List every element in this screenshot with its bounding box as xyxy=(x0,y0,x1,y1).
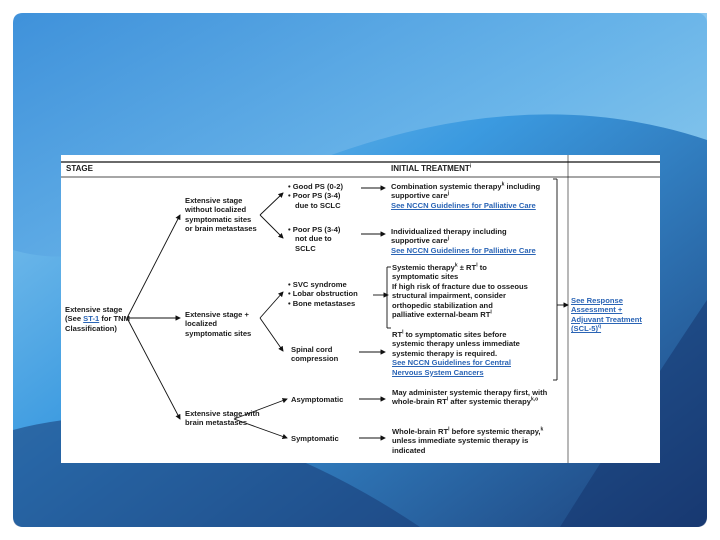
stage-header: STAGE xyxy=(66,164,93,173)
palliative-care-link-1[interactable]: See NCCN Guidelines for Palliative Care xyxy=(391,200,536,210)
nccn-flowchart-panel xyxy=(61,155,660,463)
treatment-individualized: Individualized therapy including supportive care$^j$ See NCCN Guidelines for Palliative Care xyxy=(391,227,536,255)
treatment-combination-systemic: Combination systemic therapy$^k$ including supportive care$^j$ See NCCN Guidelines for Palliative Care xyxy=(391,181,541,210)
treatment-symptomatic: Whole-brain $RT^l$ before systemic therapy,$^k$ unless immediate systemic therapy is indicated xyxy=(392,426,544,455)
root-extensive-stage: Extensive stage (See ST-1 for TNM Classification) xyxy=(65,305,130,333)
initial-treatment-header: INITIAL TREATMENT$^i$ xyxy=(391,163,472,173)
response-assessment-link[interactable]: See Response Assessment + Adjuvant Treatment $(SCL-5)^q$ xyxy=(571,296,642,334)
condition-poor-ps-not-sclc: • Poor PS (3-4) not due to SCLC xyxy=(288,225,341,253)
condition-symptomatic: Symptomatic xyxy=(291,434,339,443)
palliative-care-link-2[interactable]: See NCCN Guidelines for Palliative Care xyxy=(391,245,536,255)
treatment-spinal-rt: $RT^l$ to symptomatic sites before systemic therapy unless immediate systemic therapy is required. See NCCN Guidelines for Central Nervous System Cancers xyxy=(392,329,520,377)
cns-guidelines-link[interactable]: See NCCN Guidelines for Central Nervous System Cancers xyxy=(392,358,511,377)
treatment-systemic-rt: Systemic therapy$^k$ ± $RT^l$ to symptomatic sites If high risk of fracture due to osseous structural impairment, consider orthopedic stabilization and palliative external-beam $RT^l$ xyxy=(392,262,528,320)
treatment-asymptomatic: May administer systemic therapy first, with whole-brain $RT^l$ after systemic therapy$^{k,o}$ xyxy=(392,388,548,407)
stage-without-localized: Extensive stage without localized symptomatic sites or brain metastases xyxy=(185,196,257,234)
condition-asymptomatic: Asymptomatic xyxy=(291,395,344,404)
st-1-link[interactable]: ST-1 xyxy=(83,314,100,324)
condition-good-poor-ps-sclc: • Good PS (0-2) • Poor PS (3-4) due to SCLC xyxy=(288,182,343,210)
condition-spinal-cord: Spinal cord compression xyxy=(291,345,339,364)
stage-brain-metastases: Extensive stage with brain metastases xyxy=(185,409,260,428)
condition-svc-lobar-bone: • SVC syndrome • Lobar obstruction • Bone metastases xyxy=(288,280,358,308)
stage-localized-symptomatic: Extensive stage + localized symptomatic sites xyxy=(185,310,252,338)
